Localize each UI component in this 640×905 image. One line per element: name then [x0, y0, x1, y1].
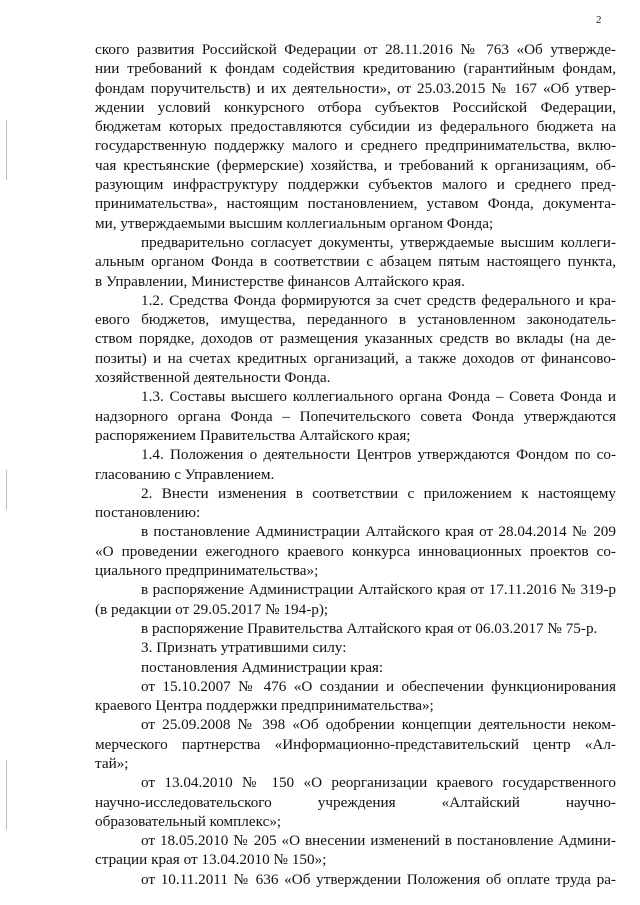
text-line: от 13.04.2010 № 150 «О реорганизации краевого государственного [141, 774, 616, 792]
text-line: нии требований к фондам содействия кредитованию (гарантийным фондам, [95, 60, 616, 78]
text-line: 1.2. Средства Фонда формируются за счет средств федерального и кра- [141, 291, 616, 309]
text-line: циального предпринимательства»; [95, 562, 319, 580]
text-line: фондам поручительств) и их деятельности», от 25.03.2015 № 167 «Об утвер- [95, 79, 616, 97]
text-line: научно-исследовательского учреждения «Алтайский научно- [95, 793, 616, 811]
text-line: чая крестьянские (фермерские) хозяйства, и требований к организациям, об- [95, 156, 616, 174]
scan-margin-mark [6, 760, 7, 830]
scan-margin-mark [6, 120, 7, 180]
text-line: образовательный комплекс»; [95, 812, 282, 830]
text-line: ского развития Российской Федерации от 28.11.2016 № 763 «Об утвержде- [95, 41, 616, 58]
text-line: (в редакции от 29.05.2017 № 194-р); [95, 600, 329, 618]
text-line: ством порядке, доходов от размещения указанных средств во вклады (на де- [95, 330, 616, 348]
document-body [95, 40, 616, 889]
text-line: разующим инфраструктуру поддержки субъектов малого и среднего пред- [95, 176, 616, 194]
text-line: 3. Признать утратившими силу: [141, 639, 347, 657]
text-line: в постановление Администрации Алтайского края от 28.04.2014 № 209 [141, 523, 616, 541]
text-line: постановлению: [95, 504, 201, 522]
text-line: позиты) и на счетах кредитных организаций, а также доходов от финансово- [95, 349, 616, 367]
text-line: «О проведении ежегодного краевого конкурса инновационных проектов со- [95, 542, 616, 560]
text-line: в распоряжение Администрации Алтайского края от 17.11.2016 № 319-р [141, 581, 616, 599]
text-line: хозяйственной деятельности Фонда. [95, 369, 331, 387]
scan-margin-mark [6, 470, 7, 510]
text-line: ждении условий конкурсного отбора субъектов Российской Федерации, [95, 98, 616, 116]
text-line: в Управлении, Министерстве финансов Алтайского края. [95, 272, 465, 290]
page-number: 2 [596, 14, 602, 26]
text-line: гласованию с Управлением. [95, 465, 275, 483]
text-line: постановления Администрации края: [141, 658, 384, 676]
text-line: альным органом Фонда в соответствии с абзацем пятым настоящего пункта, [95, 253, 616, 271]
text-line: надзорного органа Фонда – Попечительского совета Фонда утверждаются [95, 407, 616, 425]
text-line: бюджетам которых предоставляются субсидии из федерального бюджета на [95, 118, 616, 136]
text-line: от 18.05.2010 № 205 «О внесении изменений в постановление Админи- [141, 832, 616, 850]
text-line: от 10.11.2011 № 636 «Об утверждении Положения об оплате труда ра- [141, 870, 616, 888]
text-line: предварительно согласует документы, утверждаемые высшим коллеги- [141, 233, 616, 251]
text-line: краевого Центра поддержки предпринимательства»; [95, 697, 434, 715]
text-line: от 15.10.2007 № 476 «О создании и обеспечении функционирования [141, 677, 616, 695]
text-line: 1.3. Составы высшего коллегиального органа Фонда – Совета Фонда и [141, 388, 616, 406]
text-line: евого бюджетов, имущества, переданного в установленном законодатель- [95, 311, 616, 329]
text-line: принимательства», настоящим постановлением, уставом Фонда, документа- [95, 195, 616, 213]
text-line: ми, утверждаемыми высшим коллегиальным органом Фонда; [95, 214, 494, 232]
text-line: 2. Внести изменения в соответствии с приложением к настоящему [141, 484, 616, 502]
text-line: тай»; [95, 754, 129, 772]
text-line: государственную поддержку малого и среднего предпринимательства, вклю- [95, 137, 616, 155]
text-line: в распоряжение Правительства Алтайского края от 06.03.2017 № 75-р. [141, 619, 598, 637]
text-line: 1.4. Положения о деятельности Центров утверждаются Фондом по со- [141, 446, 616, 464]
text-line: распоряжением Правительства Алтайского края; [95, 426, 411, 444]
text-line: страции края от 13.04.2010 № 150»; [95, 851, 327, 869]
text-line: от 25.09.2008 № 398 «Об одобрении концепции деятельности неком- [141, 716, 616, 734]
text-line: мерческого партнерства «Информационно-представительский центр «Ал- [95, 735, 616, 753]
